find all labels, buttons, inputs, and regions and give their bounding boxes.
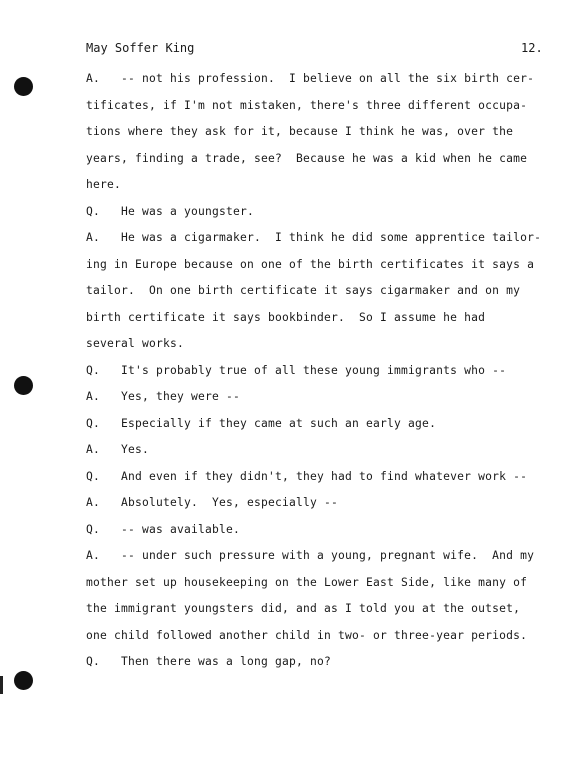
transcript-line: tificates, if I'm not mistaken, there's three different occupa- xyxy=(86,98,528,112)
transcript-line: A. -- under such pressure with a young, pregnant wife. And my xyxy=(86,549,535,562)
transcript-line: Q. -- was available. xyxy=(86,522,241,536)
transcript-line: Q. And even if they didn't, they had to find whatever work -- xyxy=(86,469,528,483)
transcript-line: A. Absolutely. Yes, especially -- xyxy=(86,496,339,509)
transcript-line: tailor. On one birth certificate it says cigarmaker and on my xyxy=(86,284,521,297)
transcript-line: A. -- not his profession. I believe on all the six birth cer- xyxy=(86,72,535,85)
transcript-body xyxy=(86,66,542,676)
header-speaker-name: May Soffer King xyxy=(86,41,195,55)
transcript-line: Q. Especially if they came at such an early age. xyxy=(86,416,437,430)
transcript-line: several works. xyxy=(86,337,185,350)
transcript-line: mother set up housekeeping on the Lower East Side, like many of xyxy=(86,575,528,589)
transcript-line: birth certificate it says bookbinder. So I assume he had xyxy=(86,310,486,324)
binder-hole-top xyxy=(14,77,33,96)
binder-hole-bottom xyxy=(14,671,33,690)
transcript-line: one child followed another child in two- or three-year periods. xyxy=(86,628,528,642)
page-edge-mark xyxy=(0,676,3,694)
transcript-line: A. He was a cigarmaker. I think he did some apprentice tailor- xyxy=(86,231,542,244)
transcript-line: Q. He was a youngster. xyxy=(86,204,255,218)
binder-hole-middle xyxy=(14,376,33,395)
transcript-line: Q. It's probably true of all these young immigrants who -- xyxy=(86,363,507,377)
transcript-line: years, finding a trade, see? Because he was a kid when he came xyxy=(86,151,528,165)
transcript-line: A. Yes. xyxy=(86,443,150,456)
transcript-line: Q. Then there was a long gap, no? xyxy=(86,655,332,668)
page-number: 12. xyxy=(521,41,543,55)
transcript-line: tions where they ask for it, because I think he was, over the xyxy=(86,125,514,138)
transcript-line: ing in Europe because on one of the birth certificates it says a xyxy=(86,257,535,271)
transcript-line: here. xyxy=(86,178,122,191)
transcript-line: A. Yes, they were -- xyxy=(86,390,241,403)
transcript-line: the immigrant youngsters did, and as I told you at the outset, xyxy=(86,602,521,615)
